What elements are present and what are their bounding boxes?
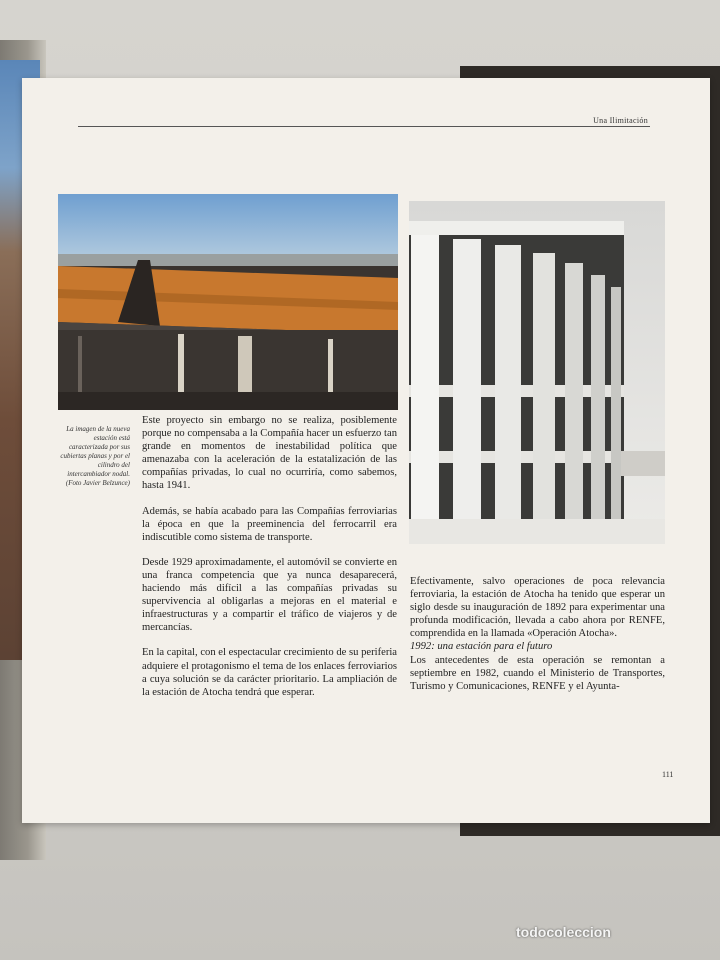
paragraph: Desde 1929 aproximadamente, el automóvil se convierte en una franca competencia que ya nunca desaparecerá, haciendo más difícil a las compañías privadas su supervivencia al obligarlas a mejoras en el material e infraestructuras y a compartir el tráfico de viajeros y de mercancías. [142, 556, 397, 634]
paragraph: Los antecedentes de esta operación se remontan a septiembre en 1982, cuando el Ministerio de Transportes, Turismo y Comunicaciones, RENFE y el Ayunta- [410, 654, 665, 692]
paragraph: Además, se había acabado para las Compañías ferroviarias la época en que la preeminencia del ferrocarril era indiscutible como sistema de transporte. [142, 505, 397, 543]
photo-caption: La imagen de la nueva estación está caracterizada por sus cubiertas planas y por el cilindro del intercambiador nodal. (Foto Javier Belzunce) [60, 425, 130, 487]
header-rule [78, 126, 650, 127]
watermark: todocoleccion [516, 924, 611, 940]
paragraph: Este proyecto sin embargo no se realiza, posiblemente porque no compensaba a la Compañía hacer un esfuerzo tan grande en momentos de inestabilidad política que amenazaba con la aceleración de la estatalización de las compañías privadas, lo cual no ocurriría, como sabemos, hasta 1941. [142, 415, 397, 492]
paragraph: Efectivamente, salvo operaciones de poca relevancia ferroviaria, la estación de Atocha ha tenido que esperar un siglo desde su inauguración de 1892 para experimentar una profunda modificación, llevada a cabo ahora por RENFE, comprendida en la llamada «Operación Atocha». [410, 576, 665, 640]
cylinder-colonnade-photo [409, 201, 665, 544]
section-subheading: 1992: una estación para el futuro [410, 641, 553, 653]
page-number: 111 [662, 770, 674, 779]
running-head: Una Ilimitación [593, 116, 648, 125]
roof-structure-photo [58, 194, 398, 410]
left-text-column [142, 414, 397, 699]
paragraph: En la capital, con el espectacular crecimiento de su periferia adquiere el protagonismo el tema de los enlaces ferroviarios a cuya solución se da carácter prioritario. La ampliación de la estación de Atocha tendrá que esperar. [142, 647, 397, 698]
right-text-column [410, 575, 665, 693]
